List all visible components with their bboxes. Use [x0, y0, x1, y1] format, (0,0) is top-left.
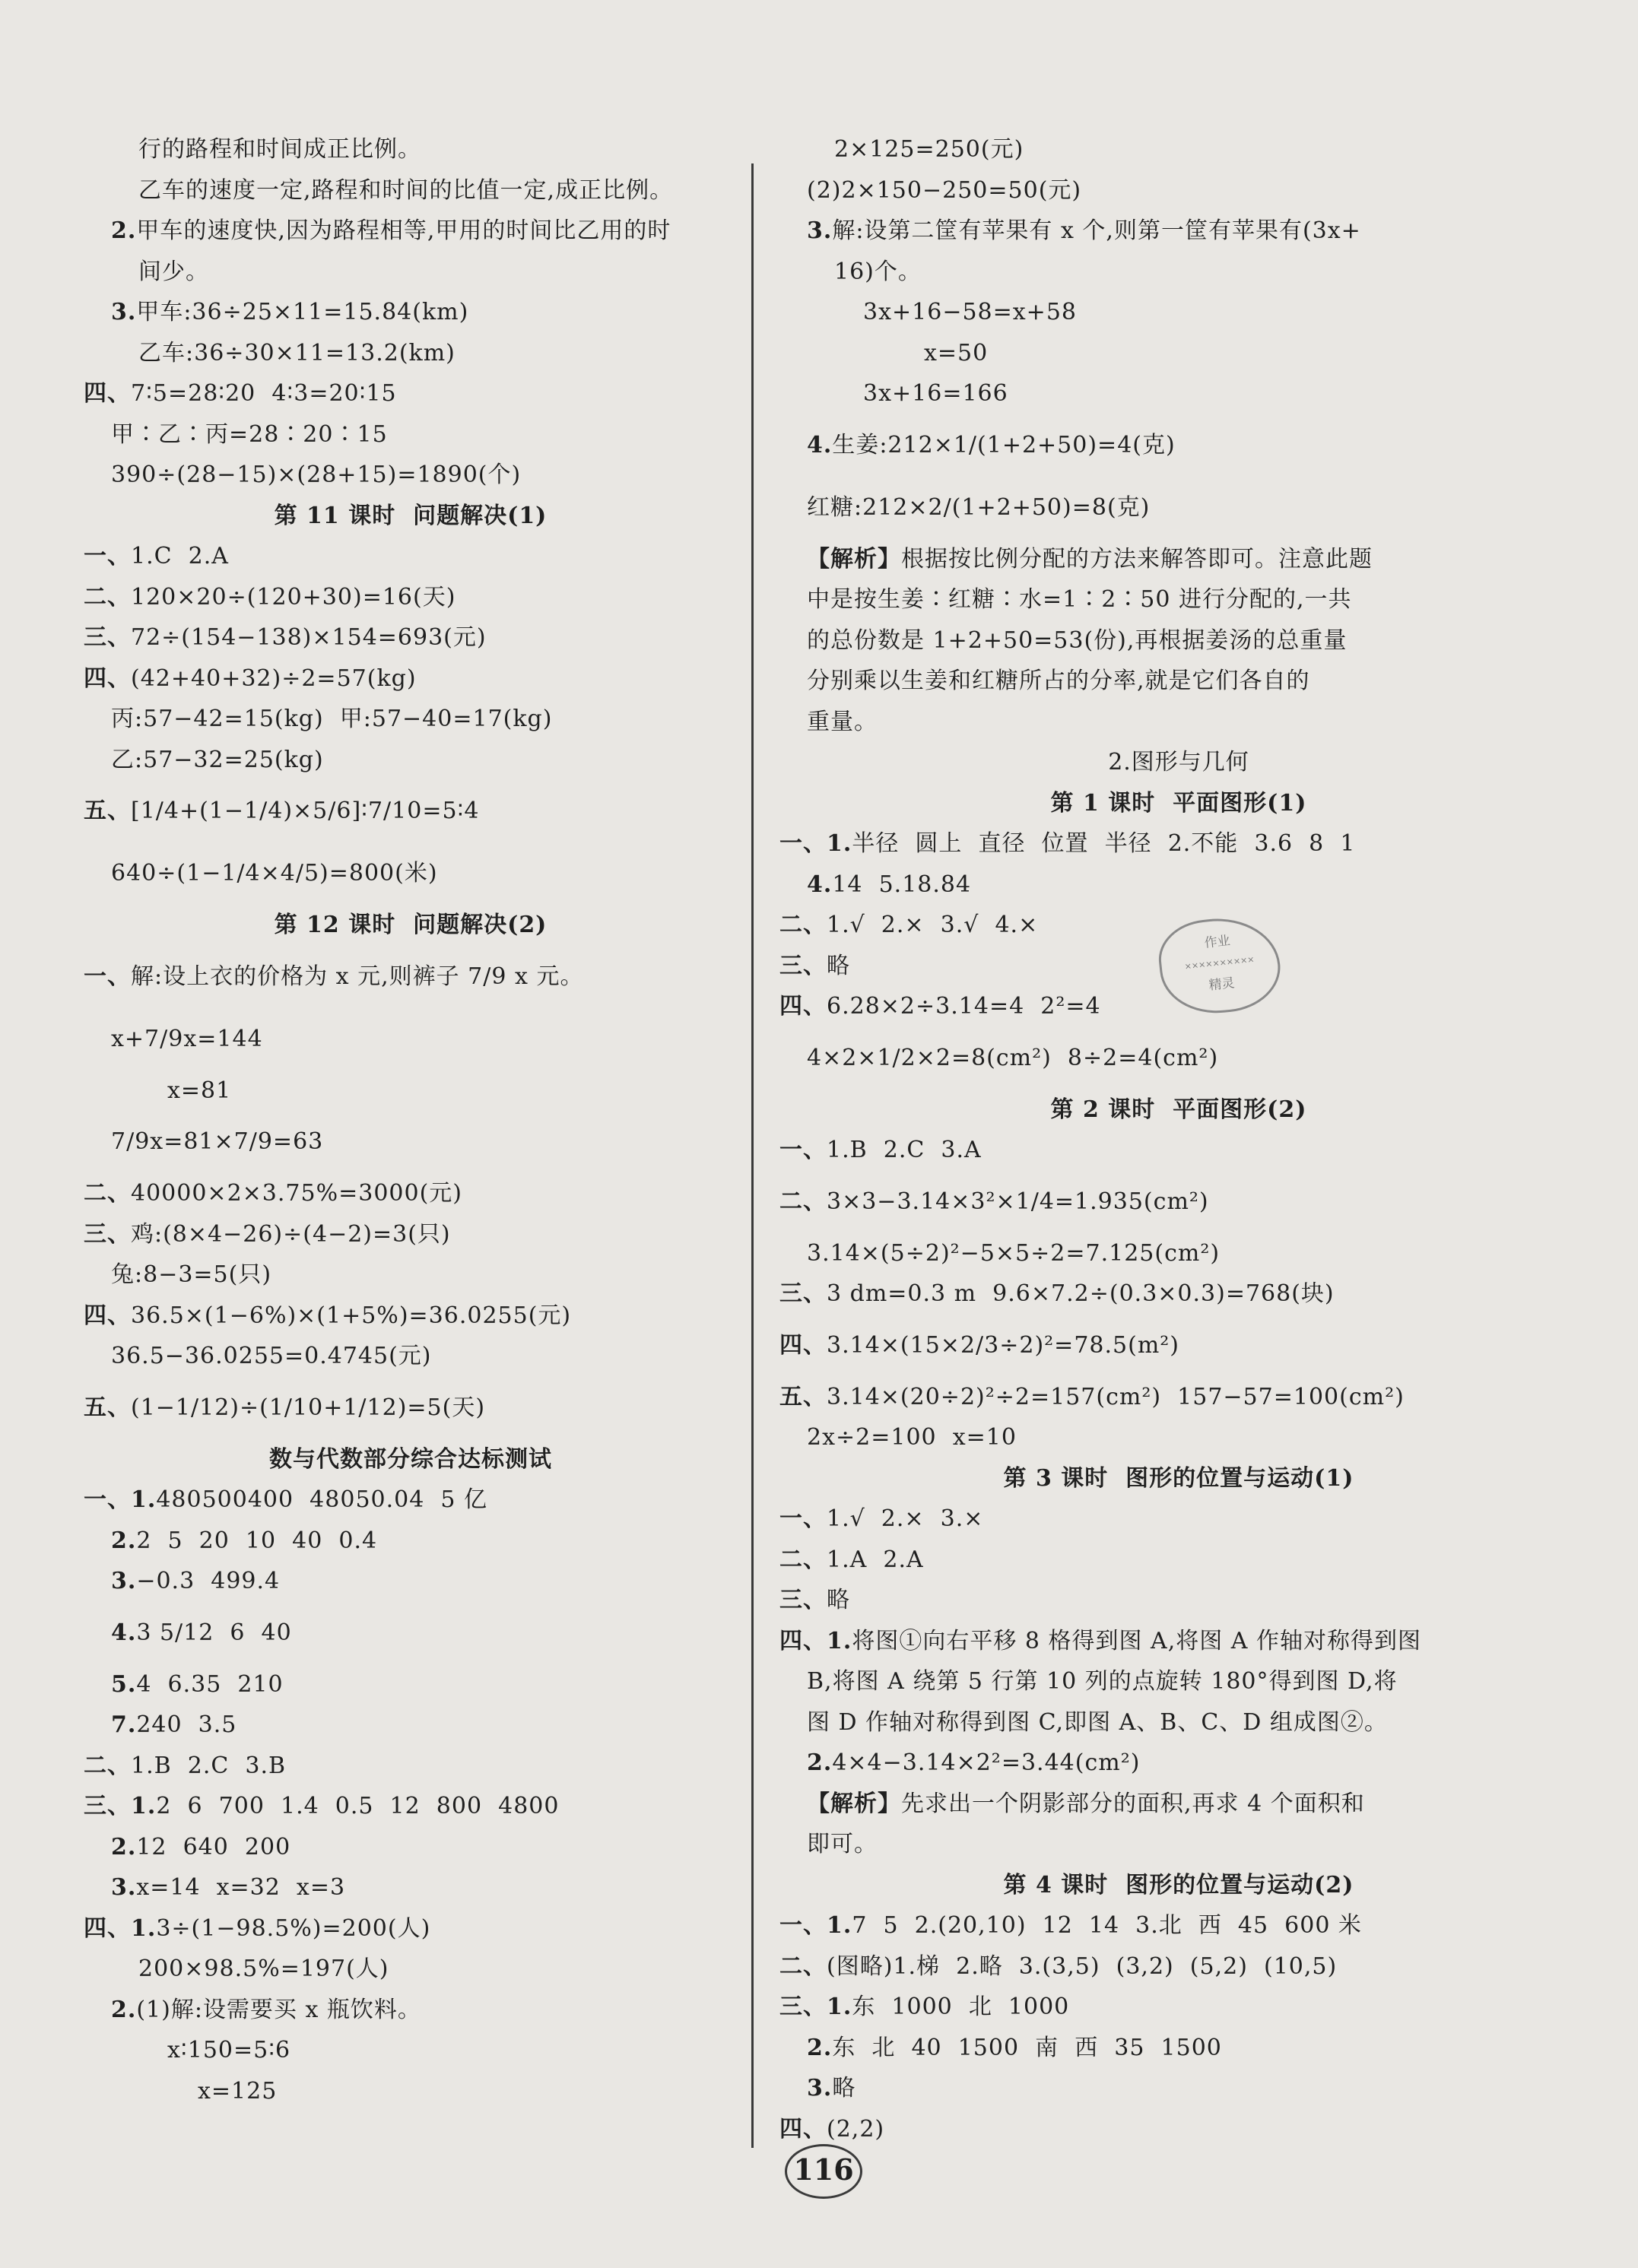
answer-line	[779, 252, 1578, 293]
line-text: 的总份数是 1+2+50=53(份),再根据姜汤的总重量	[807, 626, 1348, 654]
answer-line	[84, 292, 738, 333]
answer-line	[779, 1743, 1578, 1784]
answer-line	[84, 414, 738, 455]
answer-line	[779, 823, 1578, 864]
item-number: 一、	[84, 963, 131, 990]
item-number: 3.	[807, 2075, 833, 2101]
item-number: 4.	[807, 431, 833, 458]
section-heading	[84, 1439, 738, 1480]
answer-line	[84, 1908, 738, 1949]
answer-line	[84, 1521, 738, 1562]
answer-line	[84, 1111, 738, 1173]
page-number: 116	[785, 2144, 862, 2199]
line-text: 3x+16=166	[863, 380, 1008, 407]
answer-line	[84, 1214, 738, 1255]
answer-line	[84, 780, 738, 842]
line-text: 分别乘以生姜和红糖所占的分率,就是它们各自的	[807, 668, 1310, 694]
answer-line	[84, 1827, 738, 1868]
line-text: 1.√ 2.× 3.×	[827, 1505, 984, 1532]
answer-line	[779, 414, 1578, 477]
line-text: 3.14×(20÷2)²÷2=157(cm²) 157−57=100(cm²)	[827, 1383, 1405, 1410]
line-text: 16)个。	[834, 258, 922, 285]
line-text: 甲∶乙∶丙=28∶20∶15	[111, 420, 388, 448]
answer-line	[84, 1008, 738, 1071]
answer-line	[779, 1171, 1578, 1233]
line-text: 乙车:36÷30×11=13.2(km)	[138, 339, 456, 366]
item-number: 4.	[111, 1619, 137, 1646]
left-column	[84, 129, 738, 2111]
answer-line	[84, 842, 738, 905]
answer-line	[84, 1173, 738, 1214]
line-text: 数与代数部分综合达标测试	[269, 1445, 552, 1473]
item-number: 三、	[84, 624, 131, 651]
line-text: 1.C 2.A	[131, 543, 229, 569]
item-number: 五、	[84, 1394, 131, 1421]
line-text: 6.28×2÷3.14=4 2²=4	[827, 993, 1101, 1020]
item-number: 三、	[779, 1280, 827, 1307]
line-text: x=50	[924, 339, 989, 366]
line-text: 3÷(1−98.5%)=200(人)	[156, 1914, 431, 1942]
answer-line	[779, 579, 1578, 620]
item-number: 二、	[84, 1752, 131, 1779]
line-text: 兔:8−3=5(只)	[111, 1261, 272, 1288]
item-number: 三、	[84, 1220, 131, 1248]
line-text: 间少。	[138, 258, 209, 285]
line-text: 3x+16−58=x+58	[863, 299, 1077, 325]
line-text: 先求出一个阴影部分的面积,再求 4 个面积和	[901, 1790, 1365, 1817]
item-number: 7.	[111, 1711, 137, 1738]
item-number: 2.	[807, 1749, 833, 1776]
answer-line	[84, 1255, 738, 1296]
item-number: 三、1.	[84, 1793, 157, 1819]
item-number: 二、	[779, 1952, 827, 1980]
answer-line	[779, 2068, 1578, 2109]
answer-line	[84, 1786, 738, 1827]
answer-line	[779, 1824, 1578, 1865]
line-text: 解:设上衣的价格为 x 元,则裤子 7/9 x 元。	[131, 963, 584, 990]
answer-line	[84, 1746, 738, 1787]
item-number: 五、	[84, 798, 131, 824]
line-text: x=14 x=32 x=3	[136, 1874, 346, 1901]
line-text: −0.3 499.4	[136, 1568, 281, 1594]
answer-line	[779, 1499, 1578, 1540]
answer-line	[84, 129, 738, 170]
answer-line	[779, 620, 1578, 661]
right-column	[779, 129, 1578, 2149]
answer-line	[84, 699, 738, 740]
answer-line	[84, 946, 738, 1008]
item-number: 四、	[84, 1302, 131, 1329]
answer-line	[84, 1990, 738, 2031]
line-text: 乙:57−32=25(kg)	[111, 746, 324, 773]
answer-line	[779, 1987, 1578, 2028]
line-text: 3 dm=0.3 m 9.6×7.2÷(0.3×0.3)=768(块)	[827, 1280, 1335, 1307]
line-text: 3.14×(5÷2)²−5×5÷2=7.125(cm²)	[807, 1239, 1221, 1267]
line-text: 东 北 40 1500 南 西 35 1500	[832, 2034, 1222, 2061]
answer-line	[84, 1071, 738, 1112]
line-text: 120×20÷(120+30)=16(天)	[131, 583, 456, 611]
answer-line	[779, 1027, 1578, 1090]
answer-line	[779, 1580, 1578, 1621]
answer-line	[779, 1661, 1578, 1702]
line-text: x=125	[198, 2077, 278, 2105]
item-number: 四、	[84, 380, 131, 407]
line-text: 第 3 课时 图形的位置与运动(1)	[1003, 1464, 1354, 1492]
line-text: 解:设第二筐有苹果有 x 个,则第一筐有苹果有(3x+	[832, 217, 1361, 244]
line-text: 240 3.5	[136, 1711, 237, 1738]
line-text: 第 1 课时 平面图形(1)	[1050, 789, 1307, 817]
item-number: 二、	[779, 1546, 827, 1573]
line-text: (2,2)	[827, 2115, 885, 2143]
item-number: 一、1.	[779, 1912, 852, 1939]
item-number: 三、	[779, 1587, 827, 1613]
line-text: 2.图形与几何	[1108, 749, 1249, 776]
answer-line	[779, 1540, 1578, 1581]
line-text: 中是按生姜∶红糖∶水=1∶2∶50 进行分配的,一共	[807, 586, 1352, 613]
item-number: 3.	[111, 1568, 137, 1594]
item-number: 四、	[779, 1331, 827, 1359]
line-text: 7∶5=28∶20 4∶3=20∶15	[131, 380, 397, 407]
answer-line	[84, 1336, 738, 1377]
item-number: 一、1.	[779, 830, 852, 857]
line-text: [1/4+(1−1/4)×5/6]∶7/10=5∶4	[131, 798, 480, 824]
line-text: 200×98.5%=197(人)	[138, 1956, 389, 1982]
item-number: 四、1.	[84, 1914, 157, 1942]
answer-line	[84, 1867, 738, 1908]
line-text: 第 2 课时 平面图形(2)	[1050, 1096, 1307, 1123]
item-number: 2.	[111, 1833, 137, 1860]
answer-line	[779, 1946, 1578, 1987]
line-text: 36.5−36.0255=0.4745(元)	[111, 1343, 432, 1369]
item-number: 四、	[84, 665, 131, 692]
line-text: 鸡:(8×4−26)÷(4−2)=3(只)	[131, 1220, 451, 1248]
item-number: 三、1.	[779, 1994, 852, 2020]
line-text: 3 5/12 6 40	[136, 1619, 292, 1646]
answer-line	[779, 2028, 1578, 2069]
line-text: 第 12 课时 问题解决(2)	[274, 912, 548, 938]
answer-line	[84, 1296, 738, 1337]
line-text: 12 640 200	[136, 1833, 291, 1860]
line-text: 乙车的速度一定,路程和时间的比值一定,成正比例。	[138, 176, 674, 204]
line-text: 7/9x=81×7/9=63	[111, 1128, 324, 1155]
item-number: 一、	[779, 1505, 827, 1532]
line-text: 2 6 700 1.4 0.5 12 800 4800	[156, 1793, 560, 1819]
item-number: 四、1.	[779, 1627, 852, 1654]
answer-line	[84, 373, 738, 414]
answer-line	[779, 702, 1578, 743]
line-text: 4 6.35 210	[136, 1670, 284, 1698]
line-text: 390÷(28−15)×(28+15)=1890(个)	[111, 462, 522, 488]
line-text: 东 1000 北 1000	[852, 1994, 1070, 2020]
line-text: 1.A 2.A	[827, 1546, 924, 1573]
item-number: 二、	[84, 1180, 131, 1207]
line-text: x+7/9x=144	[111, 1025, 263, 1052]
line-text: 640÷(1−1/4×4/5)=800(米)	[111, 860, 438, 887]
item-number: 一、	[779, 1137, 827, 1163]
line-text: B,将图 A 绕第 5 行第 10 列的点旋转 180°得到图 D,将	[807, 1668, 1398, 1695]
section-heading	[779, 1865, 1578, 1906]
item-number: 四、	[779, 2115, 827, 2143]
answer-line	[84, 1602, 738, 1664]
line-text: 72÷(154−138)×154=693(元)	[131, 624, 487, 651]
column-divider	[751, 163, 754, 2148]
item-number: 一、	[84, 543, 131, 569]
answer-line	[84, 1561, 738, 1602]
answer-line	[779, 477, 1578, 539]
line-text: 36.5×(1−6%)×(1+5%)=36.0255(元)	[131, 1302, 572, 1329]
item-number: 4.	[807, 871, 833, 898]
line-text: (1−1/12)÷(1/10+1/12)=5(天)	[131, 1394, 486, 1421]
item-number: 四、	[779, 993, 827, 1020]
line-text: 将图①向右平移 8 格得到图 A,将图 A 作轴对称得到图	[852, 1627, 1421, 1654]
answer-line	[779, 1377, 1578, 1418]
answer-line	[84, 170, 738, 211]
line-text: 即可。	[807, 1831, 878, 1857]
line-text: 第 4 课时 图形的位置与运动(2)	[1003, 1871, 1354, 1898]
answer-line	[779, 539, 1578, 580]
answer-line	[84, 577, 738, 618]
line-text: 红糖:212×2/(1+2+50)=8(克)	[807, 493, 1151, 521]
line-text: 生姜:212×1/(1+2+50)=4(克)	[832, 431, 1176, 458]
line-text: 略	[827, 952, 850, 979]
line-text: 1.B 2.C 3.B	[131, 1752, 287, 1779]
answer-line	[84, 1949, 738, 1990]
line-text: 1.B 2.C 3.A	[827, 1137, 982, 1163]
answer-line	[779, 129, 1578, 170]
line-text: 半径 圆上 直径 位置 半径 2.不能 3.6 8 1	[852, 830, 1356, 857]
answer-line	[779, 292, 1578, 333]
line-text: 根据按比例分配的方法来解答即可。注意此题	[901, 545, 1373, 573]
item-number: 3.	[111, 299, 137, 325]
line-text: 40000×2×3.75%=3000(元)	[131, 1180, 462, 1207]
line-text: 丙:57−42=15(kg) 甲:57−40=17(kg)	[111, 706, 553, 732]
item-number: 二、	[779, 912, 827, 938]
answer-line	[84, 1664, 738, 1705]
section-heading	[84, 905, 738, 946]
item-number: 2.	[111, 1527, 137, 1554]
line-text: (1)解:设需要买 x 瓶饮料。	[136, 1996, 421, 2023]
line-text: 略	[827, 1587, 850, 1613]
item-number: 二、	[84, 583, 131, 611]
line-text: 行的路程和时间成正比例。	[138, 136, 421, 163]
line-text: 图 D 作轴对称得到图 C,即图 A、B、C、D 组成图②。	[807, 1708, 1388, 1736]
line-text: 2×125=250(元)	[834, 136, 1024, 163]
item-number: 【解析】	[807, 1790, 901, 1817]
answer-line	[84, 2030, 738, 2071]
line-text: 4×2×1/2×2=8(cm²) 8÷2=4(cm²)	[807, 1044, 1219, 1071]
section-heading	[84, 496, 738, 537]
line-text: 略	[832, 2075, 856, 2101]
answer-line	[779, 1130, 1578, 1171]
answer-line	[84, 252, 738, 293]
stamp-line: ××××××××××	[1184, 954, 1255, 972]
item-number: 二、	[779, 1188, 827, 1215]
line-text: x=81	[167, 1077, 232, 1104]
answer-line	[779, 1621, 1578, 1662]
line-text: 3×3−3.14×3²×1/4=1.935(cm²)	[827, 1188, 1209, 1215]
answer-line	[84, 455, 738, 496]
answer-line	[779, 373, 1578, 414]
item-number: 2.	[111, 217, 137, 244]
line-text: 4×4−3.14×2²=3.44(cm²)	[832, 1749, 1141, 1776]
line-text: 2 5 20 10 40 0.4	[136, 1527, 378, 1554]
answer-line	[84, 333, 738, 374]
answer-line	[779, 211, 1578, 252]
item-number: 【解析】	[807, 545, 901, 573]
item-number: 3.	[807, 217, 833, 244]
answer-line	[84, 1377, 738, 1439]
answer-line	[779, 333, 1578, 374]
answer-line	[779, 2109, 1578, 2150]
answer-line	[84, 617, 738, 658]
line-text: 甲车:36÷25×11=15.84(km)	[136, 299, 469, 325]
item-number: 五、	[779, 1383, 827, 1410]
stamp-line: 作业	[1203, 933, 1231, 951]
answer-line	[84, 1705, 738, 1746]
line-text: 重量。	[807, 708, 878, 735]
answer-line	[779, 864, 1578, 906]
line-text: (2)2×150−250=50(元)	[807, 176, 1082, 204]
line-text: x∶150=5∶6	[167, 2037, 291, 2063]
answer-line	[84, 2071, 738, 2112]
section-heading	[779, 1090, 1578, 1131]
answer-line	[84, 536, 738, 577]
answer-line	[779, 170, 1578, 211]
line-text: 480500400 48050.04 5 亿	[156, 1486, 488, 1513]
answer-line	[779, 1315, 1578, 1377]
line-text: 1.√ 2.× 3.√ 4.×	[827, 912, 1039, 938]
answer-line	[84, 1480, 738, 1521]
item-number: 三、	[779, 952, 827, 979]
line-text: 2x÷2=100 x=10	[807, 1424, 1017, 1451]
line-text: (42+40+32)÷2=57(kg)	[131, 665, 417, 692]
answer-line	[779, 1702, 1578, 1743]
answer-line	[84, 211, 738, 252]
item-number: 3.	[111, 1874, 137, 1901]
item-number: 5.	[111, 1670, 137, 1698]
item-number: 一、1.	[84, 1486, 157, 1513]
answer-line	[779, 1233, 1578, 1274]
answer-line	[779, 661, 1578, 702]
section-heading	[779, 1458, 1578, 1499]
line-text: 甲车的速度快,因为路程相等,甲用的时间比乙用的时	[136, 217, 671, 244]
section-heading	[779, 783, 1578, 824]
item-number: 2.	[111, 1996, 137, 2023]
answer-line	[779, 1784, 1578, 1825]
stamp-line: 精灵	[1208, 975, 1236, 994]
answer-line	[779, 1417, 1578, 1458]
line-text: 7 5 2.(20,10) 12 14 3.北 西 45 600 米	[852, 1912, 1362, 1939]
chapter-heading	[779, 742, 1578, 783]
line-text: 第 11 课时 问题解决(1)	[274, 502, 548, 529]
item-number: 2.	[807, 2034, 833, 2061]
answer-line	[84, 740, 738, 781]
answer-line	[84, 658, 738, 699]
answer-line	[779, 1274, 1578, 1315]
line-text: (图略)1.梯 2.略 3.(3,5) (3,2) (5,2) (10,5)	[827, 1952, 1338, 1980]
line-text: 14 5.18.84	[832, 871, 972, 898]
line-text: 3.14×(15×2/3÷2)²=78.5(m²)	[827, 1331, 1179, 1359]
answer-line	[779, 1905, 1578, 1946]
